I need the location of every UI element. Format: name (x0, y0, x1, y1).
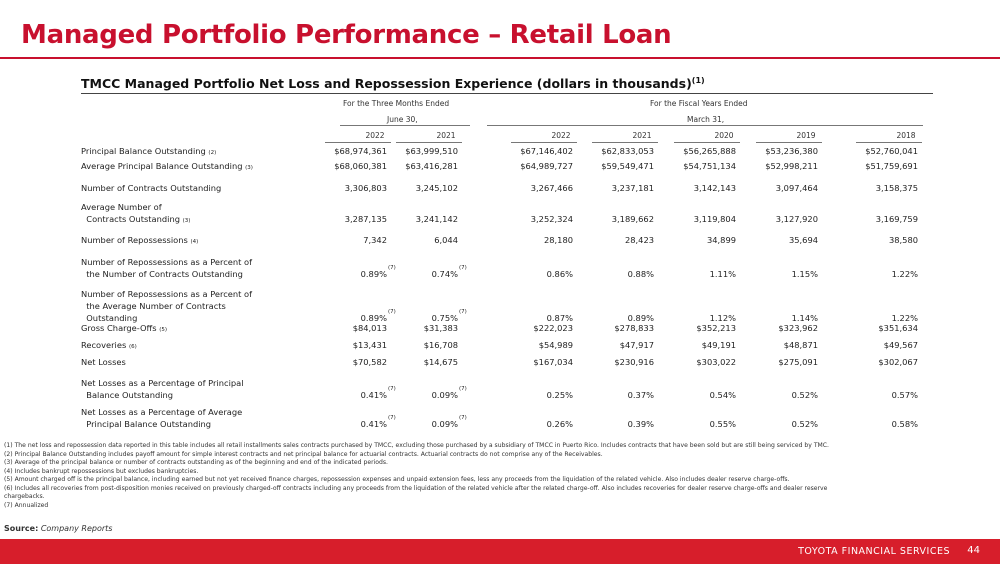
row-label (81, 256, 252, 280)
cell-value: 0.39% (627, 419, 654, 429)
cell-value: $13,431 (352, 340, 387, 350)
cell-value: $64,989,727 (520, 161, 573, 171)
cell-value: $31,383 (423, 323, 458, 333)
table-cell (539, 340, 573, 350)
table-cell (614, 357, 654, 367)
row-label (81, 356, 126, 368)
cell-value: $302,067 (878, 357, 918, 367)
cell-value: $67,146,402 (520, 146, 573, 156)
annualized-note-ref: (7) (388, 415, 396, 421)
year-header: 2021 (436, 131, 456, 140)
table-cell (431, 415, 467, 429)
table-cell (601, 161, 654, 171)
cell-value: 7,342 (363, 235, 387, 245)
cell-value: $63,416,281 (405, 161, 458, 171)
annualized-note-ref: (7) (388, 265, 396, 271)
cell-value: $48,871 (783, 340, 818, 350)
cell-value: $275,091 (778, 357, 818, 367)
cell-value: $47,917 (619, 340, 654, 350)
row-label (81, 182, 221, 194)
table-cell (710, 313, 736, 323)
table-title (81, 76, 705, 91)
row-label (81, 288, 252, 324)
annualized-note-ref: (7) (459, 265, 467, 271)
table-cell (683, 161, 736, 171)
row-label-text: Number of Repossessions (81, 235, 188, 245)
row-label (81, 406, 242, 430)
cell-value: $68,060,381 (334, 161, 387, 171)
cell-value: 0.57% (891, 390, 918, 400)
table-cell (694, 183, 736, 193)
cell-value: $323,962 (778, 323, 818, 333)
table-cell (533, 357, 573, 367)
table-cell (702, 340, 736, 350)
table-cell (620, 340, 654, 350)
table-cell (789, 235, 818, 245)
cell-value: 38,580 (888, 235, 918, 245)
cell-value: 3,119,804 (693, 214, 736, 224)
table-title-note: (1) (691, 76, 705, 85)
table-cell (865, 146, 918, 156)
cell-value: 0.52% (791, 390, 818, 400)
year-underline (325, 142, 391, 143)
table-cell (892, 313, 918, 323)
footnote: (3) Average of the principal balance or number of contracts outstanding as of the beginning and end of the indicated periods. (4, 459, 388, 466)
cell-value: $52,760,041 (865, 146, 918, 156)
page-number: 44 (967, 545, 980, 556)
table-cell (792, 313, 818, 323)
cell-value: 1.11% (709, 269, 736, 279)
year-underline (856, 142, 922, 143)
table-cell (334, 161, 387, 171)
table-cell (694, 214, 736, 224)
table-cell (876, 183, 918, 193)
cell-value: $16,708 (423, 340, 458, 350)
cell-value: $49,567 (883, 340, 918, 350)
cell-value: $49,191 (701, 340, 736, 350)
row-label (81, 377, 244, 401)
cell-value: 0.37% (627, 390, 654, 400)
footnote: (6) Includes all recoveries from post-disposition monies received on previously charged-off contracts including any proceeds from the liquidation of the related vehicle after the related charge-off. Also includes recoveries for dealer reserve charge-offs and dealer reserve (4, 484, 828, 492)
table-cell (416, 183, 458, 193)
row-label-footnote-ref: (2) (208, 150, 217, 156)
table-cell (892, 419, 918, 429)
source-note (4, 524, 112, 533)
annualized-note-ref: (7) (459, 386, 467, 392)
cell-value: 0.55% (709, 419, 736, 429)
table-cell (710, 419, 736, 429)
row-label-footnote-ref: (3) (182, 218, 191, 224)
row-label-text: Average Number of Contracts Outstanding (81, 202, 180, 224)
cell-value: 0.87% (546, 313, 573, 323)
cell-value: $54,989 (538, 340, 573, 350)
table-cell (424, 340, 458, 350)
cell-value: 1.22% (891, 269, 918, 279)
cell-value: 0.09% (431, 419, 458, 429)
cell-value: 3,252,324 (530, 214, 573, 224)
year-underline (511, 142, 577, 143)
cell-value: $51,759,691 (865, 161, 918, 171)
cell-value: $278,833 (614, 323, 654, 333)
table-cell (865, 161, 918, 171)
cell-value: 0.54% (709, 390, 736, 400)
annualized-note-ref: (7) (388, 309, 396, 315)
table-cell (533, 323, 573, 333)
row-label (81, 322, 167, 336)
cell-value: 6,044 (434, 235, 458, 245)
cell-value: 3,158,375 (875, 183, 918, 193)
cell-value: 3,306,803 (344, 183, 387, 193)
annualized-note-ref: (7) (388, 386, 396, 392)
row-label-text: Principal Balance Outstanding (81, 146, 206, 156)
table-cell (710, 269, 736, 279)
cell-value: 1.14% (791, 313, 818, 323)
table-cell (544, 235, 573, 245)
footnote: chargebacks. (4, 493, 45, 500)
header-three-months: For the Three Months Ended (343, 99, 450, 108)
cell-value: 0.26% (546, 419, 573, 429)
table-cell (353, 323, 387, 333)
cell-value: $62,833,053 (601, 146, 654, 156)
table-cell (625, 235, 654, 245)
cell-value: $53,236,380 (765, 146, 818, 156)
footnote: (2) Principal Balance Outstanding includes payoff amount for simple interest contracts and net principal balance for actuarial contracts. Actuarial contracts do not comprise any of the Receivables. (4, 450, 603, 458)
cell-value: $303,022 (696, 357, 736, 367)
cell-value: 3,241,142 (415, 214, 458, 224)
table-cell (334, 146, 387, 156)
row-label-text: Net Losses as a Percentage of Principal Balance Outstanding (81, 378, 244, 400)
cell-value: $167,034 (533, 357, 573, 367)
page-title: Managed Portfolio Performance – Retail Loan (21, 20, 672, 50)
table-cell (345, 214, 387, 224)
cell-value: $84,013 (352, 323, 387, 333)
table-cell (431, 309, 467, 323)
year-underline (396, 142, 462, 143)
cell-value: 1.12% (709, 313, 736, 323)
table-cell (878, 357, 918, 367)
table-cell (431, 265, 467, 279)
annualized-note-ref: (7) (459, 309, 467, 315)
year-header: 2022 (551, 131, 571, 140)
year-header: 2020 (714, 131, 734, 140)
table-cell (892, 390, 918, 400)
table-cell (710, 390, 736, 400)
table-cell (345, 183, 387, 193)
cell-value: 3,127,920 (775, 214, 818, 224)
cell-value: 3,189,662 (611, 214, 654, 224)
table-cell (776, 214, 818, 224)
table-cell (892, 269, 918, 279)
cell-value: $63,999,510 (405, 146, 458, 156)
cell-value: $52,998,211 (765, 161, 818, 171)
cell-value: $56,265,888 (683, 146, 736, 156)
cell-value: 3,287,135 (344, 214, 387, 224)
table-cell (360, 415, 396, 429)
table-cell (531, 214, 573, 224)
row-label (81, 201, 190, 227)
cell-value: 3,245,102 (415, 183, 458, 193)
row-label-text: Number of Contracts Outstanding (81, 183, 222, 193)
cell-value: 28,180 (543, 235, 573, 245)
cell-value: 3,267,466 (530, 183, 573, 193)
table-cell (628, 269, 654, 279)
row-label-footnote-ref: (5) (159, 327, 168, 333)
cell-value: $68,974,361 (334, 146, 387, 156)
table-cell (363, 235, 387, 245)
year-header: 2019 (796, 131, 816, 140)
table-cell (360, 386, 396, 400)
cell-value: $352,213 (696, 323, 736, 333)
table-cell (520, 161, 573, 171)
table-cell (628, 419, 654, 429)
footer-company: TOYOTA FINANCIAL SERVICES (798, 546, 950, 557)
cell-value: $54,751,134 (683, 161, 736, 171)
cell-value: 28,423 (624, 235, 654, 245)
table-cell (792, 269, 818, 279)
table-cell (792, 390, 818, 400)
cell-value: 1.15% (791, 269, 818, 279)
table-cell (405, 161, 458, 171)
table-cell (778, 357, 818, 367)
cell-value: 0.89% (627, 313, 654, 323)
row-label-footnote-ref: (6) (128, 344, 137, 350)
table-cell (765, 146, 818, 156)
table-cell (405, 146, 458, 156)
table-title-underline (81, 93, 933, 94)
table-cell (884, 340, 918, 350)
table-cell (424, 323, 458, 333)
row-label-footnote-ref: (3) (245, 165, 253, 171)
table-cell (601, 146, 654, 156)
cell-value: 0.74% (431, 269, 458, 279)
cell-value: $222,023 (533, 323, 573, 333)
source-label: Source: (4, 524, 39, 533)
table-cell (628, 390, 654, 400)
annualized-note-ref: (7) (459, 415, 467, 421)
cell-value: 35,694 (788, 235, 818, 245)
cell-value: 3,097,464 (775, 183, 818, 193)
cell-value: 0.75% (431, 313, 458, 323)
year-header: 2022 (365, 131, 385, 140)
cell-value: 34,899 (706, 235, 736, 245)
row-label (81, 339, 137, 353)
cell-value: 0.41% (360, 390, 387, 400)
table-cell (792, 419, 818, 429)
year-header: 2018 (896, 131, 916, 140)
table-cell (424, 357, 458, 367)
cell-value: 3,169,759 (875, 214, 918, 224)
header-fiscal-rule (487, 125, 923, 126)
cell-value: 0.89% (360, 313, 387, 323)
row-label-text: Number of Repossessions as a Percent of the Average Number of Contracts Outstanding (81, 289, 253, 323)
row-label-footnote-ref: (4) (190, 239, 199, 245)
table-cell (547, 313, 573, 323)
footnote: (7) Annualized (4, 501, 49, 509)
cell-value: 0.58% (891, 419, 918, 429)
source-text: Company Reports (40, 524, 113, 533)
table-cell (531, 183, 573, 193)
cell-value: $230,916 (614, 357, 654, 367)
footnotes (4, 442, 984, 510)
cell-value: 3,142,143 (693, 183, 736, 193)
cell-value: 0.41% (360, 419, 387, 429)
year-header: 2021 (632, 131, 652, 140)
table-cell (353, 357, 387, 367)
row-label-text: Number of Repossessions as a Percent of the Number of Contracts Outstanding (81, 257, 253, 279)
table-title-text: TMCC Managed Portfolio Net Loss and Repossession Experience (dollars in thousands) (81, 76, 692, 92)
table-cell (416, 214, 458, 224)
header-fiscal: For the Fiscal Years Ended (650, 99, 748, 108)
cell-value: $59,549,471 (601, 161, 654, 171)
year-underline (674, 142, 740, 143)
table-cell (353, 340, 387, 350)
table-cell (614, 323, 654, 333)
row-label-text: Net Losses (81, 357, 126, 367)
table-cell (547, 419, 573, 429)
table-cell (612, 214, 654, 224)
table-cell (547, 390, 573, 400)
cell-value: 0.25% (546, 390, 573, 400)
table-cell (778, 323, 818, 333)
table-cell (765, 161, 818, 171)
cell-value: 1.22% (891, 313, 918, 323)
cell-value: 0.52% (791, 419, 818, 429)
cell-value: $14,675 (423, 357, 458, 367)
table-cell (878, 323, 918, 333)
row-label-text: Average Principal Balance Outstanding (81, 161, 243, 171)
header-three-months-rule (340, 125, 470, 126)
cell-value: $70,582 (352, 357, 387, 367)
year-underline (592, 142, 658, 143)
table-cell (707, 235, 736, 245)
table-cell (431, 386, 467, 400)
cell-value: 0.09% (431, 390, 458, 400)
table-cell (696, 357, 736, 367)
year-underline (756, 142, 822, 143)
table-cell (784, 340, 818, 350)
cell-value: 3,237,181 (611, 183, 654, 193)
table-cell (683, 146, 736, 156)
table-cell (628, 313, 654, 323)
header-fiscal-date: March 31, (687, 115, 725, 124)
row-label-text: Recoveries (81, 340, 127, 350)
row-label-text: Gross Charge-Offs (81, 323, 157, 333)
cell-value: 0.88% (627, 269, 654, 279)
cell-value: 0.89% (360, 269, 387, 279)
row-label (81, 160, 253, 174)
row-label (81, 145, 216, 159)
cell-value: $351,634 (878, 323, 918, 333)
header-three-months-date: June 30, (387, 115, 418, 124)
footnote: (5) Amount charged off is the principal balance, including earned but not yet received finance charges, repossession expenses and unpaid extension fees, less any proceeds from the liquidation of the related vehicle. Also includes dealer reserve charge-offs. (4, 476, 790, 483)
table-cell (612, 183, 654, 193)
table-cell (547, 269, 573, 279)
footnote: (4) Includes bankrupt repossessions but excludes bankruptcies. (4, 467, 199, 475)
row-label-text: Net Losses as a Percentage of Average Principal Balance Outstanding (81, 407, 243, 429)
footnote: (1) The net loss and repossession data reported in this table includes all retail installments sales contracts purchased by TMCC, excluding those purchased by a subsidiary of TMCC in Puerto Rico. Includes contracts that have been sold but are still being serviced by TMC. (4, 442, 829, 449)
table-cell (696, 323, 736, 333)
row-label (81, 234, 198, 248)
table-cell (360, 309, 396, 323)
table-cell (360, 265, 396, 279)
table-cell (520, 146, 573, 156)
cell-value: 0.86% (546, 269, 573, 279)
title-divider (0, 57, 1000, 59)
table-cell (889, 235, 918, 245)
table-cell (876, 214, 918, 224)
table-cell (434, 235, 458, 245)
table-cell (776, 183, 818, 193)
